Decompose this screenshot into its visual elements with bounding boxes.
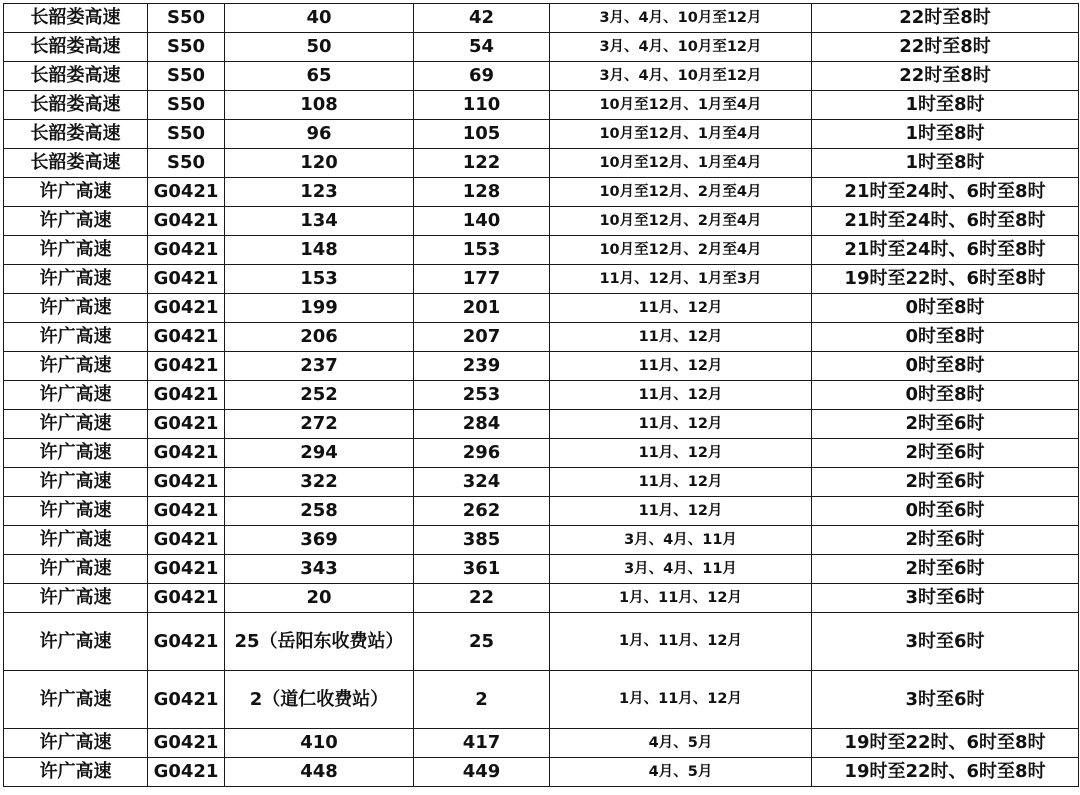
end-stake-cell: 296 bbox=[414, 439, 550, 468]
hours-cell: 21时至24时、6时至8时 bbox=[812, 207, 1079, 236]
start-stake-cell: 252 bbox=[225, 381, 414, 410]
end-stake-cell: 105 bbox=[414, 120, 550, 149]
hours-cell: 0时至8时 bbox=[812, 323, 1079, 352]
hours-cell: 3时至6时 bbox=[812, 671, 1079, 729]
road-code-cell: G0421 bbox=[148, 584, 225, 613]
start-stake-cell: 294 bbox=[225, 439, 414, 468]
months-cell: 4月、5月 bbox=[550, 758, 812, 787]
road-code-cell: G0421 bbox=[148, 323, 225, 352]
months-cell: 4月、5月 bbox=[550, 729, 812, 758]
months-cell: 10月至12月、2月至4月 bbox=[550, 236, 812, 265]
end-stake-cell: 69 bbox=[414, 62, 550, 91]
end-stake-cell: 122 bbox=[414, 149, 550, 178]
table-row bbox=[4, 207, 1079, 236]
road-name-cell: 许广高速 bbox=[4, 381, 148, 410]
end-stake-cell: 128 bbox=[414, 178, 550, 207]
road-code-cell: G0421 bbox=[148, 352, 225, 381]
hours-cell: 2时至6时 bbox=[812, 526, 1079, 555]
end-stake-cell: 110 bbox=[414, 91, 550, 120]
table-row bbox=[4, 468, 1079, 497]
road-code-cell: G0421 bbox=[148, 613, 225, 671]
road-name-cell: 许广高速 bbox=[4, 410, 148, 439]
road-code-cell: S50 bbox=[148, 149, 225, 178]
road-name-cell: 长韶娄高速 bbox=[4, 91, 148, 120]
table-row bbox=[4, 149, 1079, 178]
months-cell: 11月、12月 bbox=[550, 294, 812, 323]
road-name-cell: 许广高速 bbox=[4, 352, 148, 381]
start-stake-cell: 448 bbox=[225, 758, 414, 787]
road-name-cell: 许广高速 bbox=[4, 671, 148, 729]
start-stake-cell: 343 bbox=[225, 555, 414, 584]
table-row bbox=[4, 178, 1079, 207]
road-name-cell: 许广高速 bbox=[4, 758, 148, 787]
road-code-cell: S50 bbox=[148, 62, 225, 91]
road-name-cell: 许广高速 bbox=[4, 729, 148, 758]
months-cell: 11月、12月 bbox=[550, 410, 812, 439]
table-row bbox=[4, 91, 1079, 120]
road-name-cell: 许广高速 bbox=[4, 178, 148, 207]
start-stake-cell: 65 bbox=[225, 62, 414, 91]
months-cell: 11月、12月 bbox=[550, 323, 812, 352]
months-cell: 1月、11月、12月 bbox=[550, 671, 812, 729]
end-stake-cell: 324 bbox=[414, 468, 550, 497]
road-name-cell: 长韶娄高速 bbox=[4, 149, 148, 178]
road-name-cell: 许广高速 bbox=[4, 439, 148, 468]
hours-cell: 1时至8时 bbox=[812, 91, 1079, 120]
months-cell: 3月、4月、10月至12月 bbox=[550, 33, 812, 62]
months-cell: 3月、4月、11月 bbox=[550, 526, 812, 555]
months-cell: 1月、11月、12月 bbox=[550, 584, 812, 613]
hours-cell: 22时至8时 bbox=[812, 33, 1079, 62]
road-code-cell: S50 bbox=[148, 91, 225, 120]
table-row bbox=[4, 352, 1079, 381]
end-stake-cell: 177 bbox=[414, 265, 550, 294]
hours-cell: 2时至6时 bbox=[812, 410, 1079, 439]
hours-cell: 22时至8时 bbox=[812, 4, 1079, 33]
hours-cell: 3时至6时 bbox=[812, 584, 1079, 613]
start-stake-cell: 148 bbox=[225, 236, 414, 265]
end-stake-cell: 2 bbox=[414, 671, 550, 729]
months-cell: 3月、4月、10月至12月 bbox=[550, 4, 812, 33]
hours-cell: 21时至24时、6时至8时 bbox=[812, 178, 1079, 207]
table-row bbox=[4, 613, 1079, 671]
end-stake-cell: 253 bbox=[414, 381, 550, 410]
hours-cell: 1时至8时 bbox=[812, 120, 1079, 149]
hours-cell: 0时至8时 bbox=[812, 381, 1079, 410]
hours-cell: 19时至22时、6时至8时 bbox=[812, 729, 1079, 758]
months-cell: 1月、11月、12月 bbox=[550, 613, 812, 671]
table-row bbox=[4, 120, 1079, 149]
table-row bbox=[4, 729, 1079, 758]
road-code-cell: G0421 bbox=[148, 555, 225, 584]
table-row bbox=[4, 671, 1079, 729]
months-cell: 3月、4月、10月至12月 bbox=[550, 62, 812, 91]
table-body bbox=[4, 4, 1079, 787]
start-stake-cell: 108 bbox=[225, 91, 414, 120]
end-stake-cell: 54 bbox=[414, 33, 550, 62]
road-name-cell: 许广高速 bbox=[4, 584, 148, 613]
road-code-cell: S50 bbox=[148, 33, 225, 62]
hours-cell: 0时至6时 bbox=[812, 497, 1079, 526]
end-stake-cell: 201 bbox=[414, 294, 550, 323]
road-code-cell: S50 bbox=[148, 120, 225, 149]
start-stake-cell: 120 bbox=[225, 149, 414, 178]
table-row bbox=[4, 381, 1079, 410]
hours-cell: 3时至6时 bbox=[812, 613, 1079, 671]
start-stake-cell: 199 bbox=[225, 294, 414, 323]
months-cell: 11月、12月 bbox=[550, 352, 812, 381]
road-code-cell: G0421 bbox=[148, 439, 225, 468]
road-name-cell: 许广高速 bbox=[4, 294, 148, 323]
hours-cell: 0时至8时 bbox=[812, 294, 1079, 323]
end-stake-cell: 153 bbox=[414, 236, 550, 265]
road-code-cell: G0421 bbox=[148, 265, 225, 294]
road-code-cell: G0421 bbox=[148, 236, 225, 265]
end-stake-cell: 262 bbox=[414, 497, 550, 526]
road-name-cell: 长韶娄高速 bbox=[4, 4, 148, 33]
road-code-cell: S50 bbox=[148, 4, 225, 33]
hours-cell: 1时至8时 bbox=[812, 149, 1079, 178]
road-name-cell: 许广高速 bbox=[4, 555, 148, 584]
road-code-cell: G0421 bbox=[148, 381, 225, 410]
months-cell: 11月、12月 bbox=[550, 381, 812, 410]
start-stake-cell: 206 bbox=[225, 323, 414, 352]
road-code-cell: G0421 bbox=[148, 410, 225, 439]
start-stake-cell: 25（岳阳东收费站） bbox=[225, 613, 414, 671]
start-stake-cell: 272 bbox=[225, 410, 414, 439]
table-row bbox=[4, 410, 1079, 439]
road-name-cell: 长韶娄高速 bbox=[4, 120, 148, 149]
road-code-cell: G0421 bbox=[148, 497, 225, 526]
start-stake-cell: 237 bbox=[225, 352, 414, 381]
start-stake-cell: 134 bbox=[225, 207, 414, 236]
road-name-cell: 长韶娄高速 bbox=[4, 33, 148, 62]
table-row bbox=[4, 497, 1079, 526]
hours-cell: 21时至24时、6时至8时 bbox=[812, 236, 1079, 265]
end-stake-cell: 417 bbox=[414, 729, 550, 758]
road-code-cell: G0421 bbox=[148, 526, 225, 555]
months-cell: 3月、4月、11月 bbox=[550, 555, 812, 584]
months-cell: 11月、12月 bbox=[550, 468, 812, 497]
start-stake-cell: 20 bbox=[225, 584, 414, 613]
road-code-cell: G0421 bbox=[148, 207, 225, 236]
months-cell: 11月、12月 bbox=[550, 497, 812, 526]
months-cell: 10月至12月、2月至4月 bbox=[550, 207, 812, 236]
months-cell: 11月、12月、1月至3月 bbox=[550, 265, 812, 294]
end-stake-cell: 449 bbox=[414, 758, 550, 787]
start-stake-cell: 96 bbox=[225, 120, 414, 149]
table-row bbox=[4, 555, 1079, 584]
road-name-cell: 许广高速 bbox=[4, 207, 148, 236]
months-cell: 10月至12月、2月至4月 bbox=[550, 178, 812, 207]
end-stake-cell: 25 bbox=[414, 613, 550, 671]
road-name-cell: 许广高速 bbox=[4, 236, 148, 265]
table-row bbox=[4, 236, 1079, 265]
start-stake-cell: 2（道仁收费站） bbox=[225, 671, 414, 729]
road-name-cell: 许广高速 bbox=[4, 323, 148, 352]
months-cell: 10月至12月、1月至4月 bbox=[550, 149, 812, 178]
hours-cell: 19时至22时、6时至8时 bbox=[812, 758, 1079, 787]
road-code-cell: G0421 bbox=[148, 294, 225, 323]
months-cell: 11月、12月 bbox=[550, 439, 812, 468]
end-stake-cell: 361 bbox=[414, 555, 550, 584]
road-name-cell: 许广高速 bbox=[4, 265, 148, 294]
start-stake-cell: 258 bbox=[225, 497, 414, 526]
road-name-cell: 许广高速 bbox=[4, 497, 148, 526]
start-stake-cell: 50 bbox=[225, 33, 414, 62]
road-code-cell: G0421 bbox=[148, 758, 225, 787]
table-row bbox=[4, 4, 1079, 33]
hours-cell: 2时至6时 bbox=[812, 555, 1079, 584]
table-row bbox=[4, 62, 1079, 91]
table-row bbox=[4, 758, 1079, 787]
table-row bbox=[4, 323, 1079, 352]
start-stake-cell: 153 bbox=[225, 265, 414, 294]
road-name-cell: 许广高速 bbox=[4, 613, 148, 671]
table-row bbox=[4, 439, 1079, 468]
end-stake-cell: 22 bbox=[414, 584, 550, 613]
road-name-cell: 许广高速 bbox=[4, 526, 148, 555]
road-code-cell: G0421 bbox=[148, 468, 225, 497]
months-cell: 10月至12月、1月至4月 bbox=[550, 91, 812, 120]
road-code-cell: G0421 bbox=[148, 729, 225, 758]
start-stake-cell: 123 bbox=[225, 178, 414, 207]
start-stake-cell: 369 bbox=[225, 526, 414, 555]
hours-cell: 22时至8时 bbox=[812, 62, 1079, 91]
hours-cell: 19时至22时、6时至8时 bbox=[812, 265, 1079, 294]
table-row bbox=[4, 294, 1079, 323]
hours-cell: 2时至6时 bbox=[812, 468, 1079, 497]
end-stake-cell: 140 bbox=[414, 207, 550, 236]
hours-cell: 0时至8时 bbox=[812, 352, 1079, 381]
table-row bbox=[4, 265, 1079, 294]
end-stake-cell: 207 bbox=[414, 323, 550, 352]
start-stake-cell: 322 bbox=[225, 468, 414, 497]
road-name-cell: 长韶娄高速 bbox=[4, 62, 148, 91]
end-stake-cell: 42 bbox=[414, 4, 550, 33]
table-row bbox=[4, 33, 1079, 62]
table-row bbox=[4, 526, 1079, 555]
months-cell: 10月至12月、1月至4月 bbox=[550, 120, 812, 149]
end-stake-cell: 385 bbox=[414, 526, 550, 555]
road-code-cell: G0421 bbox=[148, 671, 225, 729]
end-stake-cell: 239 bbox=[414, 352, 550, 381]
table-row bbox=[4, 584, 1079, 613]
start-stake-cell: 410 bbox=[225, 729, 414, 758]
start-stake-cell: 40 bbox=[225, 4, 414, 33]
road-code-cell: G0421 bbox=[148, 178, 225, 207]
end-stake-cell: 284 bbox=[414, 410, 550, 439]
hours-cell: 2时至6时 bbox=[812, 439, 1079, 468]
road-name-cell: 许广高速 bbox=[4, 468, 148, 497]
fog-zone-table bbox=[3, 3, 1079, 787]
